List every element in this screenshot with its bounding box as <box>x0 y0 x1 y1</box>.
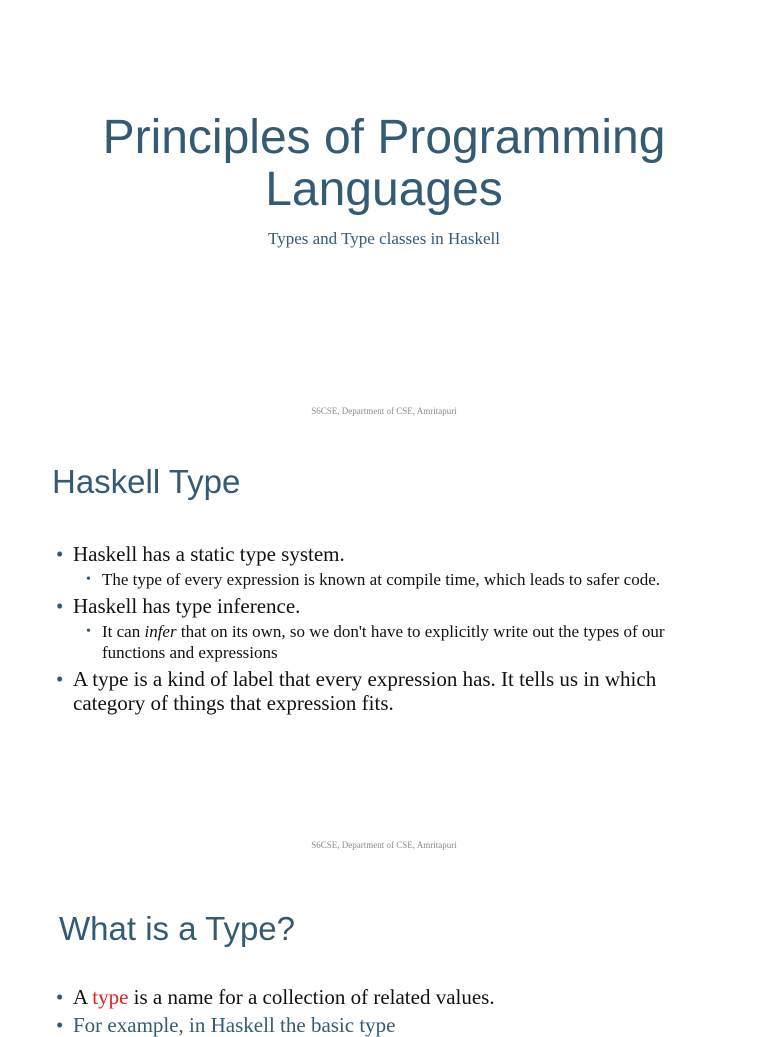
slide-footer: S6CSE, Department of CSE, Amritapuri <box>311 406 457 416</box>
bullet-text-post: is a name for a collection of related values. <box>128 985 495 1009</box>
sub-bullet-text: The type of every expression is known at compile time, which leads to safer code. <box>102 570 660 589</box>
bullet-list <box>56 538 716 715</box>
haskell-type-slide <box>0 433 768 866</box>
sub-bullet-marker: • <box>86 624 91 639</box>
bullet-marker: • <box>56 1013 64 1037</box>
bullet-item <box>56 542 716 566</box>
bullet-text: Haskell has type inference. <box>73 594 301 618</box>
title-slide <box>0 0 768 433</box>
sub-bullet-marker: • <box>86 572 91 587</box>
slide-title: Haskell Type <box>52 463 241 500</box>
bullet-text-pre: A <box>73 985 93 1009</box>
bullet-text: For example, in Haskell the basic type <box>73 1013 396 1037</box>
what-is-a-type-slide <box>0 866 768 1037</box>
bullet-marker: • <box>56 594 64 618</box>
emphasis-infer: infer <box>144 622 177 641</box>
sub-bullet-text-post: that on its own, so we don't have to explicitly write out the types of our functions and expressions <box>102 622 665 662</box>
keyword-type: type <box>92 985 129 1009</box>
bullet-text: Haskell has a static type system. <box>73 542 345 566</box>
bullet-item-partial <box>56 1013 716 1037</box>
sub-bullet-item <box>56 569 716 590</box>
bullet-item <box>56 594 716 618</box>
slide-footer: S6CSE, Department of CSE, Amritapuri <box>311 840 457 850</box>
title-line-2: Languages <box>265 163 503 216</box>
bullet-item <box>56 985 716 1009</box>
bullet-item <box>56 667 716 715</box>
presentation-title <box>0 112 768 216</box>
slide-title: What is a Type? <box>59 910 296 947</box>
sub-bullet-item <box>56 621 716 663</box>
presentation-subtitle: Types and Type classes in Haskell <box>268 229 500 248</box>
bullet-list <box>56 981 716 1037</box>
sub-bullet-text-pre: It can <box>102 622 145 641</box>
title-line-1: Principles of Programming <box>102 111 666 164</box>
bullet-marker: • <box>56 985 64 1009</box>
bullet-marker: • <box>56 667 64 691</box>
bullet-text: A type is a kind of label that every expression has. It tells us in which category of things that expression fits. <box>73 667 657 715</box>
bullet-marker: • <box>56 542 64 566</box>
